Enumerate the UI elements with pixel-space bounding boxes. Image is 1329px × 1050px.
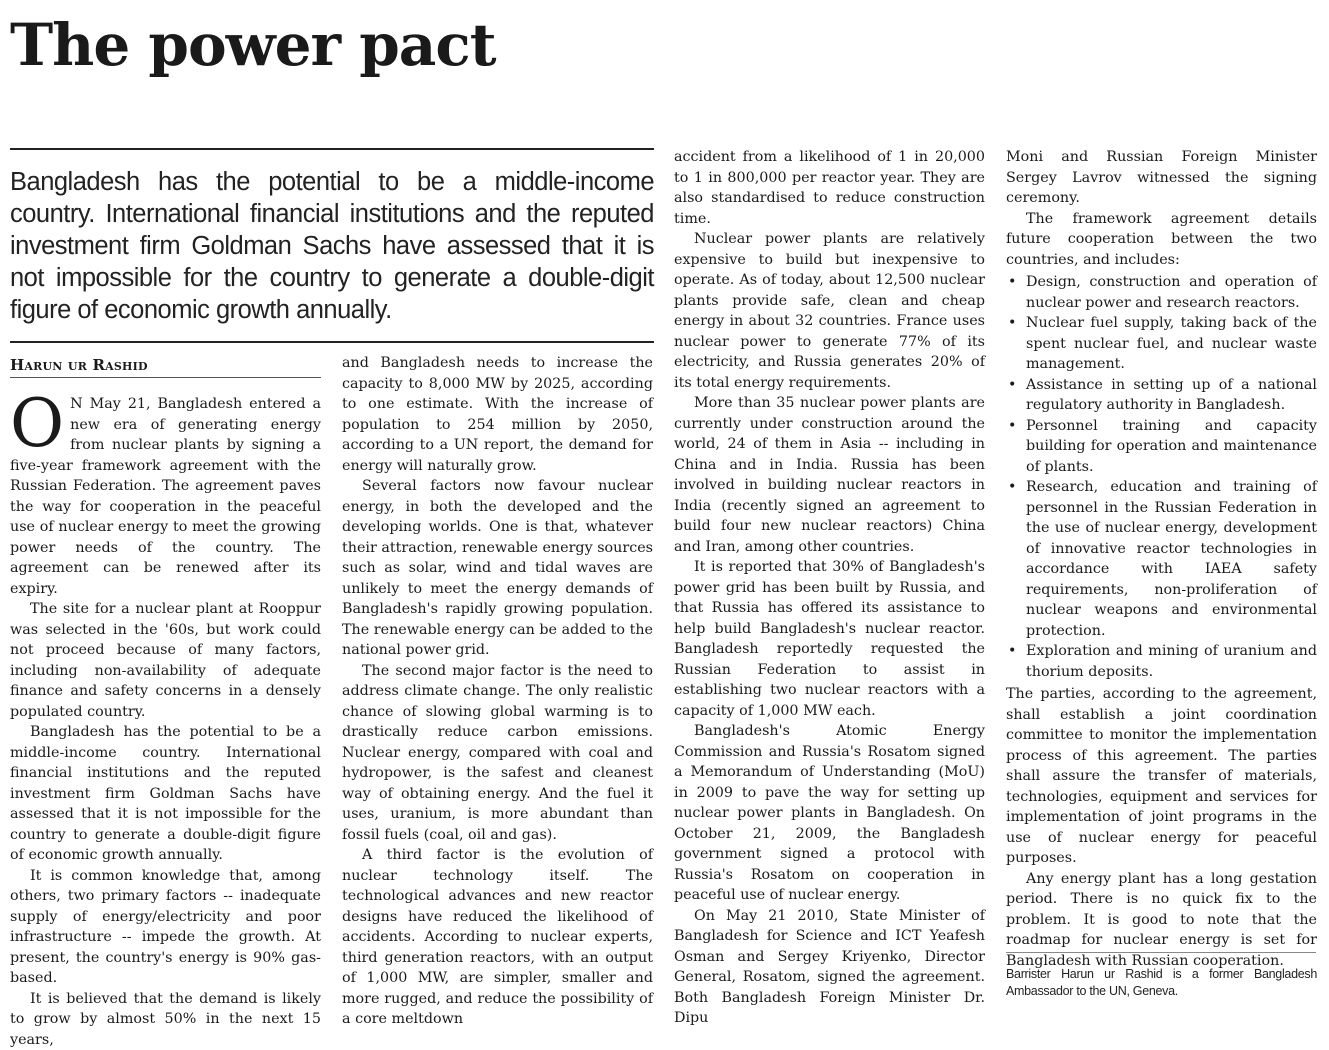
col1-paragraph-2: The site for a nuclear plant at Rooppur was selected in the '60s, but work could not proceed because of many factors, including non-availability of adequate finance and safety concerns in a densely populated country. bbox=[10, 599, 321, 722]
col1-paragraph-1: O N May 21, Bangladesh entered a new era of generating energy from nuclear plants by signing a five-year framework agreement with the Russian Federation. The agreement paves the way for cooperation in the peaceful use of nuclear energy to meet the growing power needs of the country. The agreement can be renewed after its expiry. bbox=[10, 394, 321, 599]
pullquote: Bangladesh has the potential to be a middle-income country. International financial institutions and the reputed investment firm Goldman Sachs have assessed that it is not impossible for the country to generate a double-digit figure of economic growth annually. bbox=[10, 166, 654, 326]
author-footnote: Barrister Harun ur Rashid is a former Bangladesh Ambassador to the UN, Geneva. bbox=[1006, 966, 1317, 1000]
col3-paragraph-2: Nuclear power plants are relatively expensive to build but inexpensive to operate. As of today, about 12,500 nuclear plants provide safe, clean and cheap energy in about 32 countries. France uses nuclear power to generate 77% of its electricity, and Russia generates 20% of its total energy requirements. bbox=[674, 229, 985, 393]
drop-cap: O bbox=[10, 398, 64, 450]
col4-paragraph-4: Any energy plant has a long gestation period. There is no quick fix to the problem. It is good to note that the roadmap for nuclear energy is set for Bangladesh with Russian cooperation. bbox=[1006, 869, 1317, 972]
list-item: • Design, construction and operation of nuclear power and research reactors. bbox=[1006, 272, 1317, 313]
col2-paragraph-2: Several factors now favour nuclear energy, in both the developed and the developing worlds. One is that, whatever their attraction, renewable energy sources such as solar, wind and tidal waves are unlikely to meet the energy demands of Bangladesh's rapidly growing population. The renewable energy can be added to the national power grid. bbox=[342, 476, 653, 661]
list-item: • Nuclear fuel supply, taking back of the spent nuclear fuel, and nuclear waste management. bbox=[1006, 313, 1317, 375]
col3-paragraph-3: More than 35 nuclear power plants are currently under construction around the world, 24 of them in Asia -- including in China and in India. Russia has been involved in building nuclear reactors in India (recently signed an agreement to build four new nuclear reactors) China and Iran, among other countries. bbox=[674, 393, 985, 557]
col2-paragraph-3: The second major factor is the need to address climate change. The only realistic chance of slowing global warming is to drastically reduce carbon emissions. Nuclear energy, compared with coal and hydropower, is the safest and cleanest way of obtaining energy. And the fuel it uses, uranium, is more abundant than fossil fuels (coal, oil and gas). bbox=[342, 661, 653, 846]
column-4 bbox=[1006, 147, 1317, 971]
list-item: • Research, education and training of personnel in the Russian Federation in the use of nuclear energy, development of innovative reactor technologies in accordance with IAEA safety requirements, non-proliferation of nuclear weapons and environmental protection. bbox=[1006, 477, 1317, 641]
list-item: • Personnel training and capacity building for operation and maintenance of plants. bbox=[1006, 416, 1317, 478]
list-item: • Exploration and mining of uranium and thorium deposits. bbox=[1006, 641, 1317, 682]
col3-paragraph-1: accident from a likelihood of 1 in 20,000 to 1 in 800,000 per reactor year. They are also standardised to reduce construction time. bbox=[674, 147, 985, 229]
col1-paragraph-5: It is believed that the demand is likely to grow by almost 50% in the next 15 years, bbox=[10, 989, 321, 1050]
agreement-list bbox=[1006, 272, 1317, 682]
col4-paragraph-1: Moni and Russian Foreign Minister Sergey Lavrov witnessed the signing ceremony. bbox=[1006, 147, 1317, 209]
col4-paragraph-3: The parties, according to the agreement, shall establish a joint coordination committee to monitor the implementation process of this agreement. The parties shall assure the transfer of materials, technologies, equipment and services for implementation of joint programs in the use of nuclear energy for peaceful purposes. bbox=[1006, 684, 1317, 869]
footnote-rule bbox=[1006, 952, 1316, 953]
col3-paragraph-4: It is reported that 30% of Bangladesh's power grid has been built by Russia, and that Russia has offered its assistance to help build Bangladesh's nuclear reactor. Bangladesh reportedly requested the Russian Federation to assist in establishing two nuclear reactors with a capacity of 1,000 MW each. bbox=[674, 557, 985, 721]
col3-paragraph-6: On May 21 2010, State Minister of Bangladesh for Science and ICT Yeafesh Osman and Sergey Kriyenko, Director General, Rosatom, signed the agreement. Both Bangladesh Foreign Minister Dr. Dipu bbox=[674, 906, 985, 1029]
col3-paragraph-5: Bangladesh's Atomic Energy Commission and Russia's Rosatom signed a Memorandum of Understanding (MoU) in 2009 to pave the way for setting up nuclear power plants in Bangladesh. On October 21, 2009, the Bangladesh government signed a protocol with Russia's Rosatom on cooperation in peaceful use of nuclear energy. bbox=[674, 721, 985, 906]
column-3 bbox=[674, 147, 985, 1029]
pullquote-bottom-rule bbox=[10, 341, 654, 343]
pullquote-top-rule bbox=[10, 148, 654, 150]
col2-paragraph-4: A third factor is the evolution of nuclear technology itself. The technological advances and new reactor designs have reduced the likelihood of accidents. According to nuclear experts, third generation reactors, with an output of 1,000 MW, are simpler, smaller and more rugged, and reduce the possibility of a core meltdown bbox=[342, 845, 653, 1030]
headline: The power pact bbox=[10, 6, 496, 84]
column-1 bbox=[10, 394, 321, 1050]
col1-paragraph-3: Bangladesh has the potential to be a middle-income country. International financial institutions and the reputed investment firm Goldman Sachs have assessed that it is not impossible for the country to generate a double-digit figure of economic growth annually. bbox=[10, 722, 321, 866]
col4-paragraph-2: The framework agreement details future cooperation between the two countries, and includes: bbox=[1006, 209, 1317, 271]
col1-paragraph-4: It is common knowledge that, among others, two primary factors -- inadequate supply of energy/electricity and poor infrastructure -- impede the growth. At present, the country's energy is 90% gas-based. bbox=[10, 866, 321, 989]
col2-paragraph-1: and Bangladesh needs to increase the capacity to 8,000 MW by 2025, according to one estimate. With the increase of population to 254 million by 2050, according to a UN report, the demand for energy will naturally grow. bbox=[342, 353, 653, 476]
byline: Harun ur Rashid bbox=[10, 356, 321, 378]
column-2 bbox=[342, 353, 653, 1030]
list-item: • Assistance in setting up of a national regulatory authority in Bangladesh. bbox=[1006, 375, 1317, 416]
